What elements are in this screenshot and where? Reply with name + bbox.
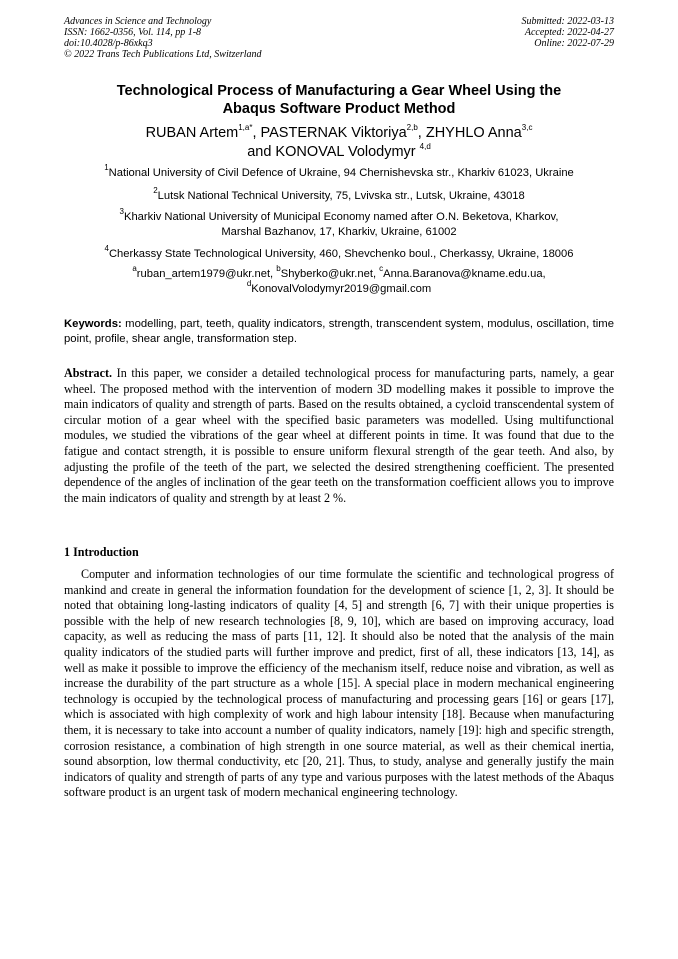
author-name: and KONOVAL Volodymyr — [247, 144, 416, 160]
keywords-block — [64, 317, 614, 347]
affiliation-sup: 4 — [104, 244, 109, 254]
email-link[interactable]: KonovalVolodymyr2019@gmail.com — [251, 283, 432, 295]
abstract-block — [64, 366, 614, 506]
dates-header — [522, 16, 615, 49]
title-line-1: Technological Process of Manufacturing a Gear Wheel Using the — [116, 83, 562, 99]
section-heading: 1 Introduction — [64, 545, 139, 559]
author-sup: 1,a* — [238, 123, 253, 133]
abstract-label: Abstract. — [64, 366, 113, 380]
affiliation-3 — [64, 207, 614, 240]
affiliation-text: National University of Civil Defence of Ukraine, 94 Chernishevska str., Kharkiv 61023, Ukraine — [108, 167, 574, 179]
email-sup: d — [246, 279, 252, 289]
email-sup: b — [276, 264, 281, 274]
authors-line-2 — [64, 143, 614, 162]
affiliation-text: Lutsk National Technical University, 75, Lvivska str., Lutsk, Ukraine, 43018 — [157, 190, 525, 202]
accepted-date: Accepted: 2022-04-27 — [524, 27, 614, 38]
email-sup: c — [379, 264, 384, 274]
email-link[interactable]: Shyberko@ukr.net, — [280, 268, 380, 280]
title-line-2: Abaqus Software Product Method — [222, 101, 456, 117]
keywords-label: Keywords: — [64, 318, 122, 330]
affiliation-2 — [64, 186, 614, 204]
affiliation-4 — [64, 244, 614, 262]
author-name: RUBAN Artem — [145, 125, 239, 141]
journal-header — [64, 16, 262, 60]
affiliation-sup: 2 — [153, 186, 158, 196]
author-sup: 2,b — [406, 123, 418, 133]
submitted-date: Submitted: 2022-03-13 — [521, 16, 614, 27]
affiliation-text: Cherkassy State Technological University, 460, Shevchenko boul., Cherkassy, Ukraine, 18006 — [108, 248, 574, 260]
email-link[interactable]: Anna.Baranova@kname.edu.ua, — [383, 268, 546, 280]
affiliation-1 — [64, 163, 614, 181]
author-name: ZHYHLO Anna — [425, 125, 522, 141]
keywords-text: modelling, part, teeth, quality indicators, strength, transcendent system, modulus, oscillation, time point, profile, shear angle, transformation step. — [64, 318, 614, 345]
copyright-line: © 2022 Trans Tech Publications Ltd, Switzerland — [64, 49, 262, 60]
abstract-text: In this paper, we consider a detailed technological process for manufacturing parts, namely, a gear wheel. The proposed method with the intervention of modern 3D modelling makes it possible to improve the main indicators of quality and strength of parts. Based on the results obtained, a cycloid transcendental system of circular motion of a gear wheel with the specified basic parameters was modelled. Using multifunctional modules, we studied the vibrations of the gear wheel at different points in time. It was found that due to the fatigue and contact strength, it is possible to ensure uniform flexural strength of the gear teeth. And also, by adjusting the profile of the teeth of the part, we selected the desired strengthening coefficient. The presented dependence of the angles of inclination of the gear teeth on the transformation coefficient allows you to improve the main indicators of quality and strength by at least 2 %. — [64, 366, 614, 505]
affiliation-sup: 3 — [119, 207, 124, 217]
email-link[interactable]: ruban_artem1979@ukr.net, — [136, 268, 277, 280]
authors-line-1: RUBAN Artem$^{1,a*}$, PASTERNAK Viktoriya$^{2,b}$, ZHYHLO Anna$^{3,c}$ — [145, 123, 533, 141]
affiliation-sup: 1 — [104, 163, 109, 173]
author-sup: 3,c — [521, 123, 533, 133]
issn-line: ISSN: 1662-0356, Vol. 114, pp 1-8 — [64, 27, 202, 38]
journal-name: Advances in Science and Technology — [64, 16, 212, 27]
online-date: Online: 2022-07-29 — [534, 38, 614, 49]
introduction-paragraph: Computer and information technologies of our time formulate the scientific and technological progress of mankind and create in general the information foundation for the development of science [1, 2, 3]. It should be noted that obtaining long-lasting indicators of quality [4, 5] and strength [6, 7] with their unique properties is possible with the help of new research technologies [8, 9, 10], which are based on improving accuracy, load capacity, as well as reducing the mass of parts [11, 12]. It should also be noted that the analysis of the main quality indicators of the studied parts will further improve and predict, first of all, these indicators [13, 14], as well as make it possible to improve the efficiency of the mechanism itself, reduce noise and vibration, as well as increase the durability of the part structure as a whole [15]. A special place in modern mechanical engineering technology is occupied by the technological process of manufacturing and processing gears [16] or gears [17], which is associated with high complexity of work and high labour intensity [18]. Because when manufacturing them, it is necessary to take into account a number of quality indicators, namely [19]: high and specific strength, corrosion resistance, a combination of high strength in one source material, as well as their chemical inertia, sound absorption, low thermal conductivity, etc [20, 21]. Thus, to study, analyse and generally justify the main indicators of quality and strength of parts of any type and various purposes with the latest methods of the Abaqus software product is an urgent task of modern mechanical engineering technology. — [64, 567, 614, 800]
author-list — [64, 124, 614, 162]
email-sup: a — [132, 264, 137, 274]
affiliation-text: Kharkiv National University of Municipal Economy named after O.N. Beketova, Kharkov, — [124, 211, 559, 223]
paper-title — [64, 82, 614, 118]
author-name: PASTERNAK Viktoriya — [260, 125, 407, 141]
affiliation-text-cont: Marshal Bazhanov, 17, Kharkiv, Ukraine, 61002 — [221, 226, 457, 238]
doi-line: doi:10.4028/p-86xkq3 — [64, 38, 153, 49]
author-sup: 4,d — [419, 142, 431, 152]
email-list — [64, 264, 614, 297]
